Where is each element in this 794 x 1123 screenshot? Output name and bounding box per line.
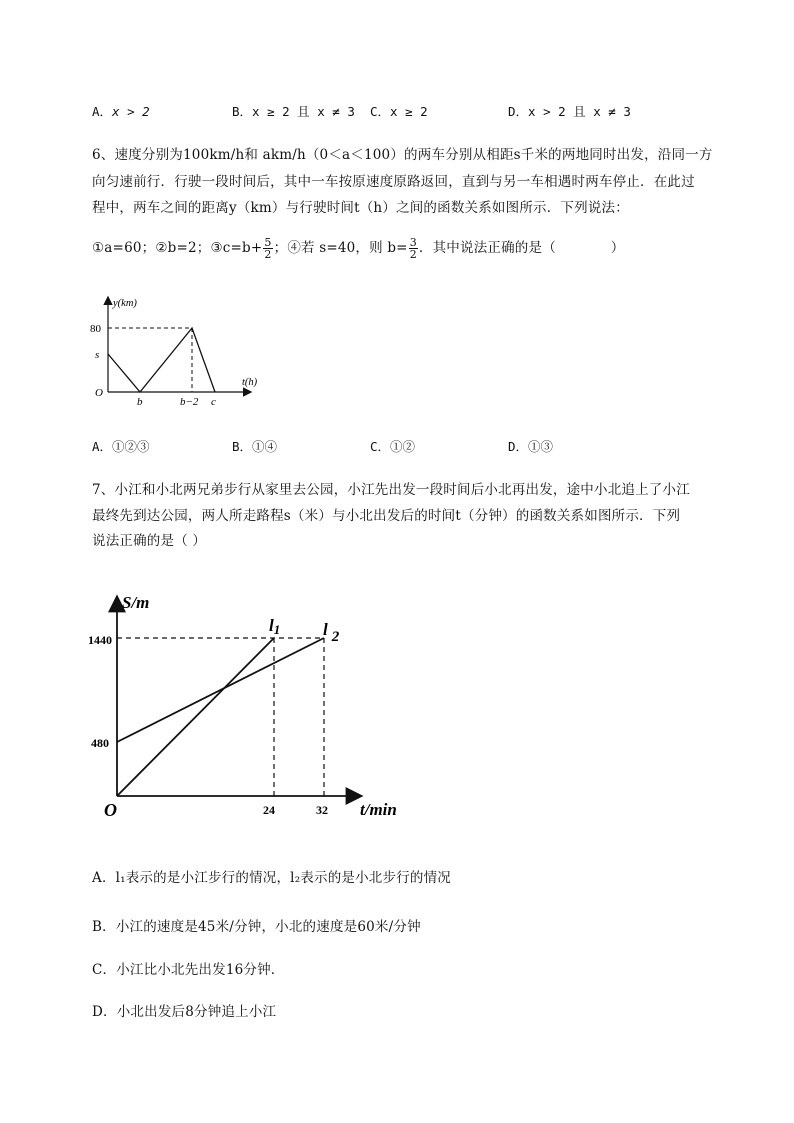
q6-tick-80: 80: [90, 323, 101, 335]
q5-option-c-text: x ≥ 2: [390, 104, 428, 119]
q6-stem-line-2: 向匀速前行．行驶一段时间后，其中一车按原速度原路返回，直到与另一车相遇时两车停止．在此过: [92, 174, 695, 190]
q7-y-axis-label: S/m: [122, 593, 150, 612]
q6-option-c-label: C．: [370, 439, 391, 454]
q7-line-l2: [117, 638, 324, 742]
q6-option-b[interactable]: [232, 437, 277, 455]
q6-option-d-label: D．: [508, 439, 529, 454]
q6-option-a[interactable]: [92, 437, 150, 455]
q7-label-l2: [323, 620, 340, 645]
q6-tick-s: s: [95, 349, 100, 361]
q6-tick-b: b: [137, 396, 143, 408]
q5-option-d[interactable]: [508, 102, 631, 120]
q6-origin: O: [95, 387, 103, 399]
q5-option-c[interactable]: [370, 102, 428, 120]
q6-option-d[interactable]: [508, 437, 553, 455]
q6-option-b-text: ①④: [252, 439, 278, 454]
q7-option-d[interactable]: D．小北出发后8分钟追上小江: [92, 1004, 277, 1020]
q7-graph: [88, 588, 418, 823]
q6-option-c-text: ①②: [390, 439, 416, 454]
q7-label-l2-base: l: [323, 620, 328, 639]
q6-tick-c: c: [211, 396, 216, 408]
q5-option-a[interactable]: [92, 102, 150, 120]
q5-option-c-label: C．: [370, 104, 391, 119]
q7-label-l1-base: l: [269, 616, 274, 635]
q5-option-a-text: x > 2: [112, 104, 150, 119]
q5-option-d-label: D．: [508, 104, 529, 119]
q5-option-b-label: B．: [232, 104, 253, 119]
q6-option-a-text: ①②③: [112, 439, 150, 454]
q6-statement-part-1: ①a=60；②b=2；③c=b+: [92, 240, 263, 256]
q6-statement-part-2: ；④若 s=40，则 b=: [273, 240, 408, 256]
q7-stem-line-2: 最终先到达公园，两人所走路程s（米）与小北出发后的时间t（分钟）的函数关系如图所示．下列: [92, 508, 681, 524]
q6-statement-part-3: ．其中说法正确的是（ ）: [418, 240, 625, 256]
q7-origin: O: [104, 800, 117, 820]
q7-label-l1: [269, 616, 280, 637]
q6-distance-line: [108, 328, 215, 392]
q6-stem-line-1: 6、速度分别为100km/h和 akm/h（0＜a＜100）的两车分别从相距s千米的两地同时出发，沿同一方: [92, 147, 713, 163]
q6-graph: [88, 292, 273, 410]
q7-option-b[interactable]: B．小江的速度是45米/分钟，小北的速度是60米/分钟: [92, 919, 421, 935]
q7-tick-1440: 1440: [88, 633, 112, 647]
q7-label-l2-sub: 2: [331, 629, 340, 645]
q7-option-a[interactable]: A．l₁表示的是小江步行的情况，l₂表示的是小北步行的情况: [92, 870, 452, 886]
q5-option-d-text: x > 2 且 x ≠ 3: [528, 104, 631, 119]
q5-option-a-label: A．: [92, 104, 113, 119]
q6-fraction-2-denominator: 2: [409, 248, 417, 261]
q5-option-b-text: x ≥ 2 且 x ≠ 3: [252, 104, 355, 119]
q7-stem-line-1: 7、小江和小北两兄弟步行从家里去公园，小江先出发一段时间后小北再出发，途中小北追上了小江: [92, 482, 690, 498]
q6-y-axis-label: y(km): [113, 298, 137, 309]
q6-fraction-5-2: [263, 237, 272, 260]
q7-tick-24: 24: [263, 803, 275, 817]
q6-option-b-label: B．: [232, 439, 253, 454]
q7-label-l1-sub: 1: [273, 622, 281, 637]
q6-statements: [92, 236, 624, 260]
q6-option-c[interactable]: [370, 437, 415, 455]
q6-fraction-3-2: [409, 237, 418, 260]
q6-tick-b2: b−2: [180, 396, 199, 408]
q7-option-c[interactable]: C．小江比小北先出发16分钟．: [92, 962, 285, 978]
q6-fraction-1-denominator: 2: [264, 248, 272, 261]
q5-option-b[interactable]: [232, 102, 355, 120]
q7-stem-line-3: 说法正确的是（ ）: [92, 533, 207, 549]
q7-tick-32: 32: [316, 803, 328, 817]
q6-fraction-1-numerator: 5: [264, 236, 272, 249]
q6-stem-line-3: 程中，两车之间的距离y（km）与行驶时间t（h）之间的函数关系如图所示．下列说法：: [92, 200, 629, 216]
q7-tick-480: 480: [91, 736, 109, 750]
q6-option-d-text: ①③: [528, 439, 554, 454]
q6-fraction-2-numerator: 3: [409, 236, 417, 249]
q7-line-l1: [117, 638, 274, 796]
q6-option-a-label: A．: [92, 439, 113, 454]
q7-x-axis-label: t/min: [360, 800, 397, 819]
q6-x-axis-label: t(h): [242, 377, 258, 388]
